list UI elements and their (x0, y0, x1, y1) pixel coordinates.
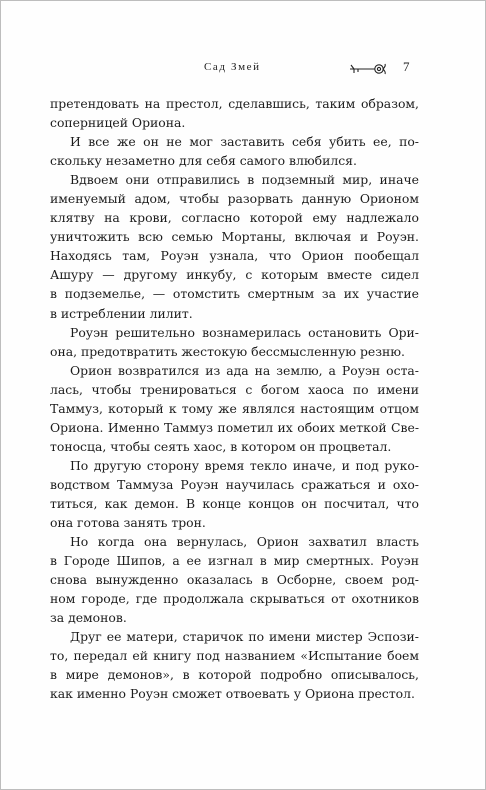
text-line: клятву на крови, согласно которой ему надлежало (50, 210, 419, 226)
text-line: Вдвоем они отправились в подземный мир, иначе (70, 172, 419, 188)
text-line: тоносца, чтобы сеять хаос, в котором он процветал. (50, 438, 392, 454)
text-line: она, предотвратить жестокую бессмысленную резню. (50, 343, 405, 359)
text-line: титься, как демон. В конце концов он посчитал, что (50, 495, 419, 511)
body-text (50, 94, 419, 704)
text-line: в истреблении лилит. (50, 305, 193, 321)
text-line: Таммуз, который к тому же являлся настоящим отцом (50, 400, 419, 416)
text-line: водством Таммуза Роуэн научилась сражаться и охо- (50, 476, 419, 492)
text-line: именуемый адом, чтобы разорвать данную Орионом (50, 191, 419, 207)
paragraph (50, 361, 419, 456)
paragraph (50, 627, 419, 703)
paragraph (50, 323, 419, 361)
text-line: она готова занять трон. (50, 515, 206, 531)
running-head-title: Сад Змей (204, 61, 261, 73)
text-line: И все же он не мог заставить себя убить ее, по- (70, 134, 419, 150)
text-line: Друг ее матери, старичок по имени мистер Эспози- (70, 629, 419, 645)
paragraph (50, 94, 419, 132)
paragraph (50, 532, 419, 627)
text-line: в мире демонов», в которой подробно описывалось, (50, 667, 419, 683)
text-line: По другую сторону время текло иначе, и под руко- (70, 457, 419, 473)
key-ornament-icon (348, 61, 388, 77)
text-line: соперницей Ориона. (50, 115, 186, 131)
text-line: как именно Роуэн сможет отвоевать у Ориона престол. (50, 686, 415, 702)
text-line: Ориона. Именно Таммуз пометил их обоих меткой Све- (50, 419, 419, 435)
text-line: в подземелье, — отомстить смертным за их участие (50, 286, 419, 302)
text-line: то, передал ей книгу под названием «Испытание боем (50, 648, 419, 664)
text-line: претендовать на престол, сделавшись, таким образом, (50, 96, 419, 111)
text-line: Роуэн решительно вознамерилась остановить Ори- (70, 324, 419, 340)
text-line: ном городе, где продолжала скрываться от охотников (50, 591, 419, 607)
running-head (1, 59, 485, 81)
text-line: Ашуру — другому инкубу, с которым вместе сидел (50, 267, 419, 283)
text-line: в Городе Шипов, а ее изгнал в мир смертных. Роуэн (50, 553, 419, 569)
text-line: уничтожить всю семью Мортаны, включая и Роуэн. (50, 229, 419, 245)
paragraph (50, 170, 419, 322)
paragraph (50, 132, 419, 170)
paragraph (50, 456, 419, 532)
text-line: Находясь там, Роуэн узнала, что Орион пообещал (50, 248, 419, 264)
page-number: 7 (403, 59, 410, 74)
text-line: лась, чтобы тренироваться с богом хаоса по имени (50, 381, 419, 397)
text-line: скольку незаметно для себя самого влюбился. (50, 153, 357, 169)
text-line: за демонов. (50, 610, 127, 626)
text-line: Орион возвратился из ада на землю, а Роуэн оста- (70, 362, 419, 378)
text-line: снова вынужденно оказалась в Осборне, своем род- (50, 572, 419, 588)
text-line: Но когда она вернулась, Орион захватил власть (70, 534, 419, 550)
